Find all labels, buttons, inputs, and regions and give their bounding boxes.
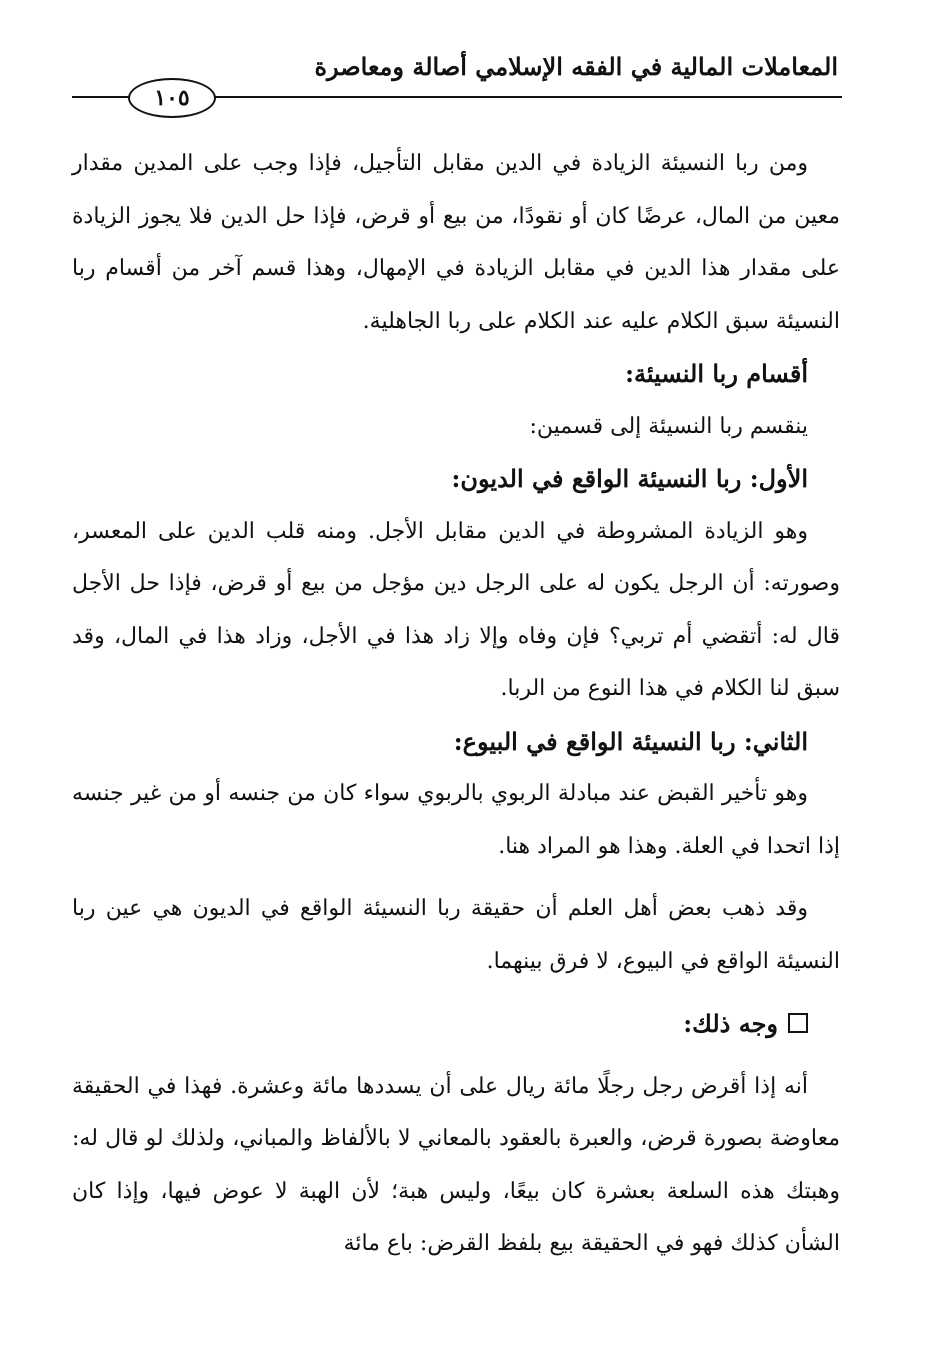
page-body [72,138,840,1271]
paragraph-5: وقد ذهب بعض أهل العلم أن حقيقة ربا النسيئة الواقع في الديون هي عين ربا النسيئة الواقع في البيوع، لا فرق بينهما. [72,896,840,974]
page-number: ١٠٥ [128,78,216,118]
spacer [72,988,840,998]
section-heading-reason [72,998,840,1051]
section-heading-first: الأول: ربا النسيئة الواقع في الديون: [451,464,808,493]
section-heading-reason-label: وجه ذلك: [683,1009,778,1038]
square-bullet-icon [788,1013,808,1033]
paragraph-6: أنه إذا أقرض رجل رجلًا مائة ريال على أن يسددها مائة وعشرة. فهذا في الحقيقة معاوضة بصورة قرض، والعبرة بالعقود بالمعاني لا بالألفاظ والمباني، ولذلك لو قال له: وهبتك هذه السلعة بعشرة كان بيعًا، وليس هبة؛ لأن الهبة لا عوض فيها، وإذا كان الشأن كذلك فهو في الحقيقة بيع بلفظ القرض: باع مائة [72,1073,840,1256]
section-heading-riba-nasia-types: أقسام ربا النسيئة: [625,359,808,388]
spacer [72,873,840,883]
spacer [72,1051,840,1061]
paragraph-2: ينقسم ربا النسيئة إلى قسمين: [529,413,808,439]
running-title: المعاملات المالية في الفقه الإسلامي أصالة ومعاصرة [314,52,838,81]
paragraph-4: وهو تأخير القبض عند مبادلة الربوي بالربوي سواء كان من جنسه أو من غير جنسه إذا اتحدا في العلة. وهذا هو المراد هنا. [72,781,840,859]
section-heading-second: الثاني: ربا النسيئة الواقع في البيوع: [453,726,808,756]
paragraph-3: وهو الزيادة المشروطة في الدين مقابل الأجل. ومنه قلب الدين على المعسر، وصورته: أن الرجل يكون له على الرجل دين مؤجل من بيع أو قرض، فإذا حل الأجل قال له: أتقضي أم تربي؟ فإن وفاه وإلا زاد هذا في الأجل، وزاد هذا في المال، وقد سبق لنا الكلام في هذا النوع من الربا. [72,518,840,701]
paragraph-1: ومن ربا النسيئة الزيادة في الدين مقابل التأجيل، فإذا وجب على المدين مقدار معين من المال، عرضًا كان أو نقودًا، من بيع أو قرض، فإذا حل الدين فلا يجوز الزيادة على مقدار هذا الدين في مقابل الزيادة في الإمهال، وهذا قسم آخر من أقسام ربا النسيئة سبق الكلام عليه عند الكلام على ربا الجاهلية. [72,151,840,334]
